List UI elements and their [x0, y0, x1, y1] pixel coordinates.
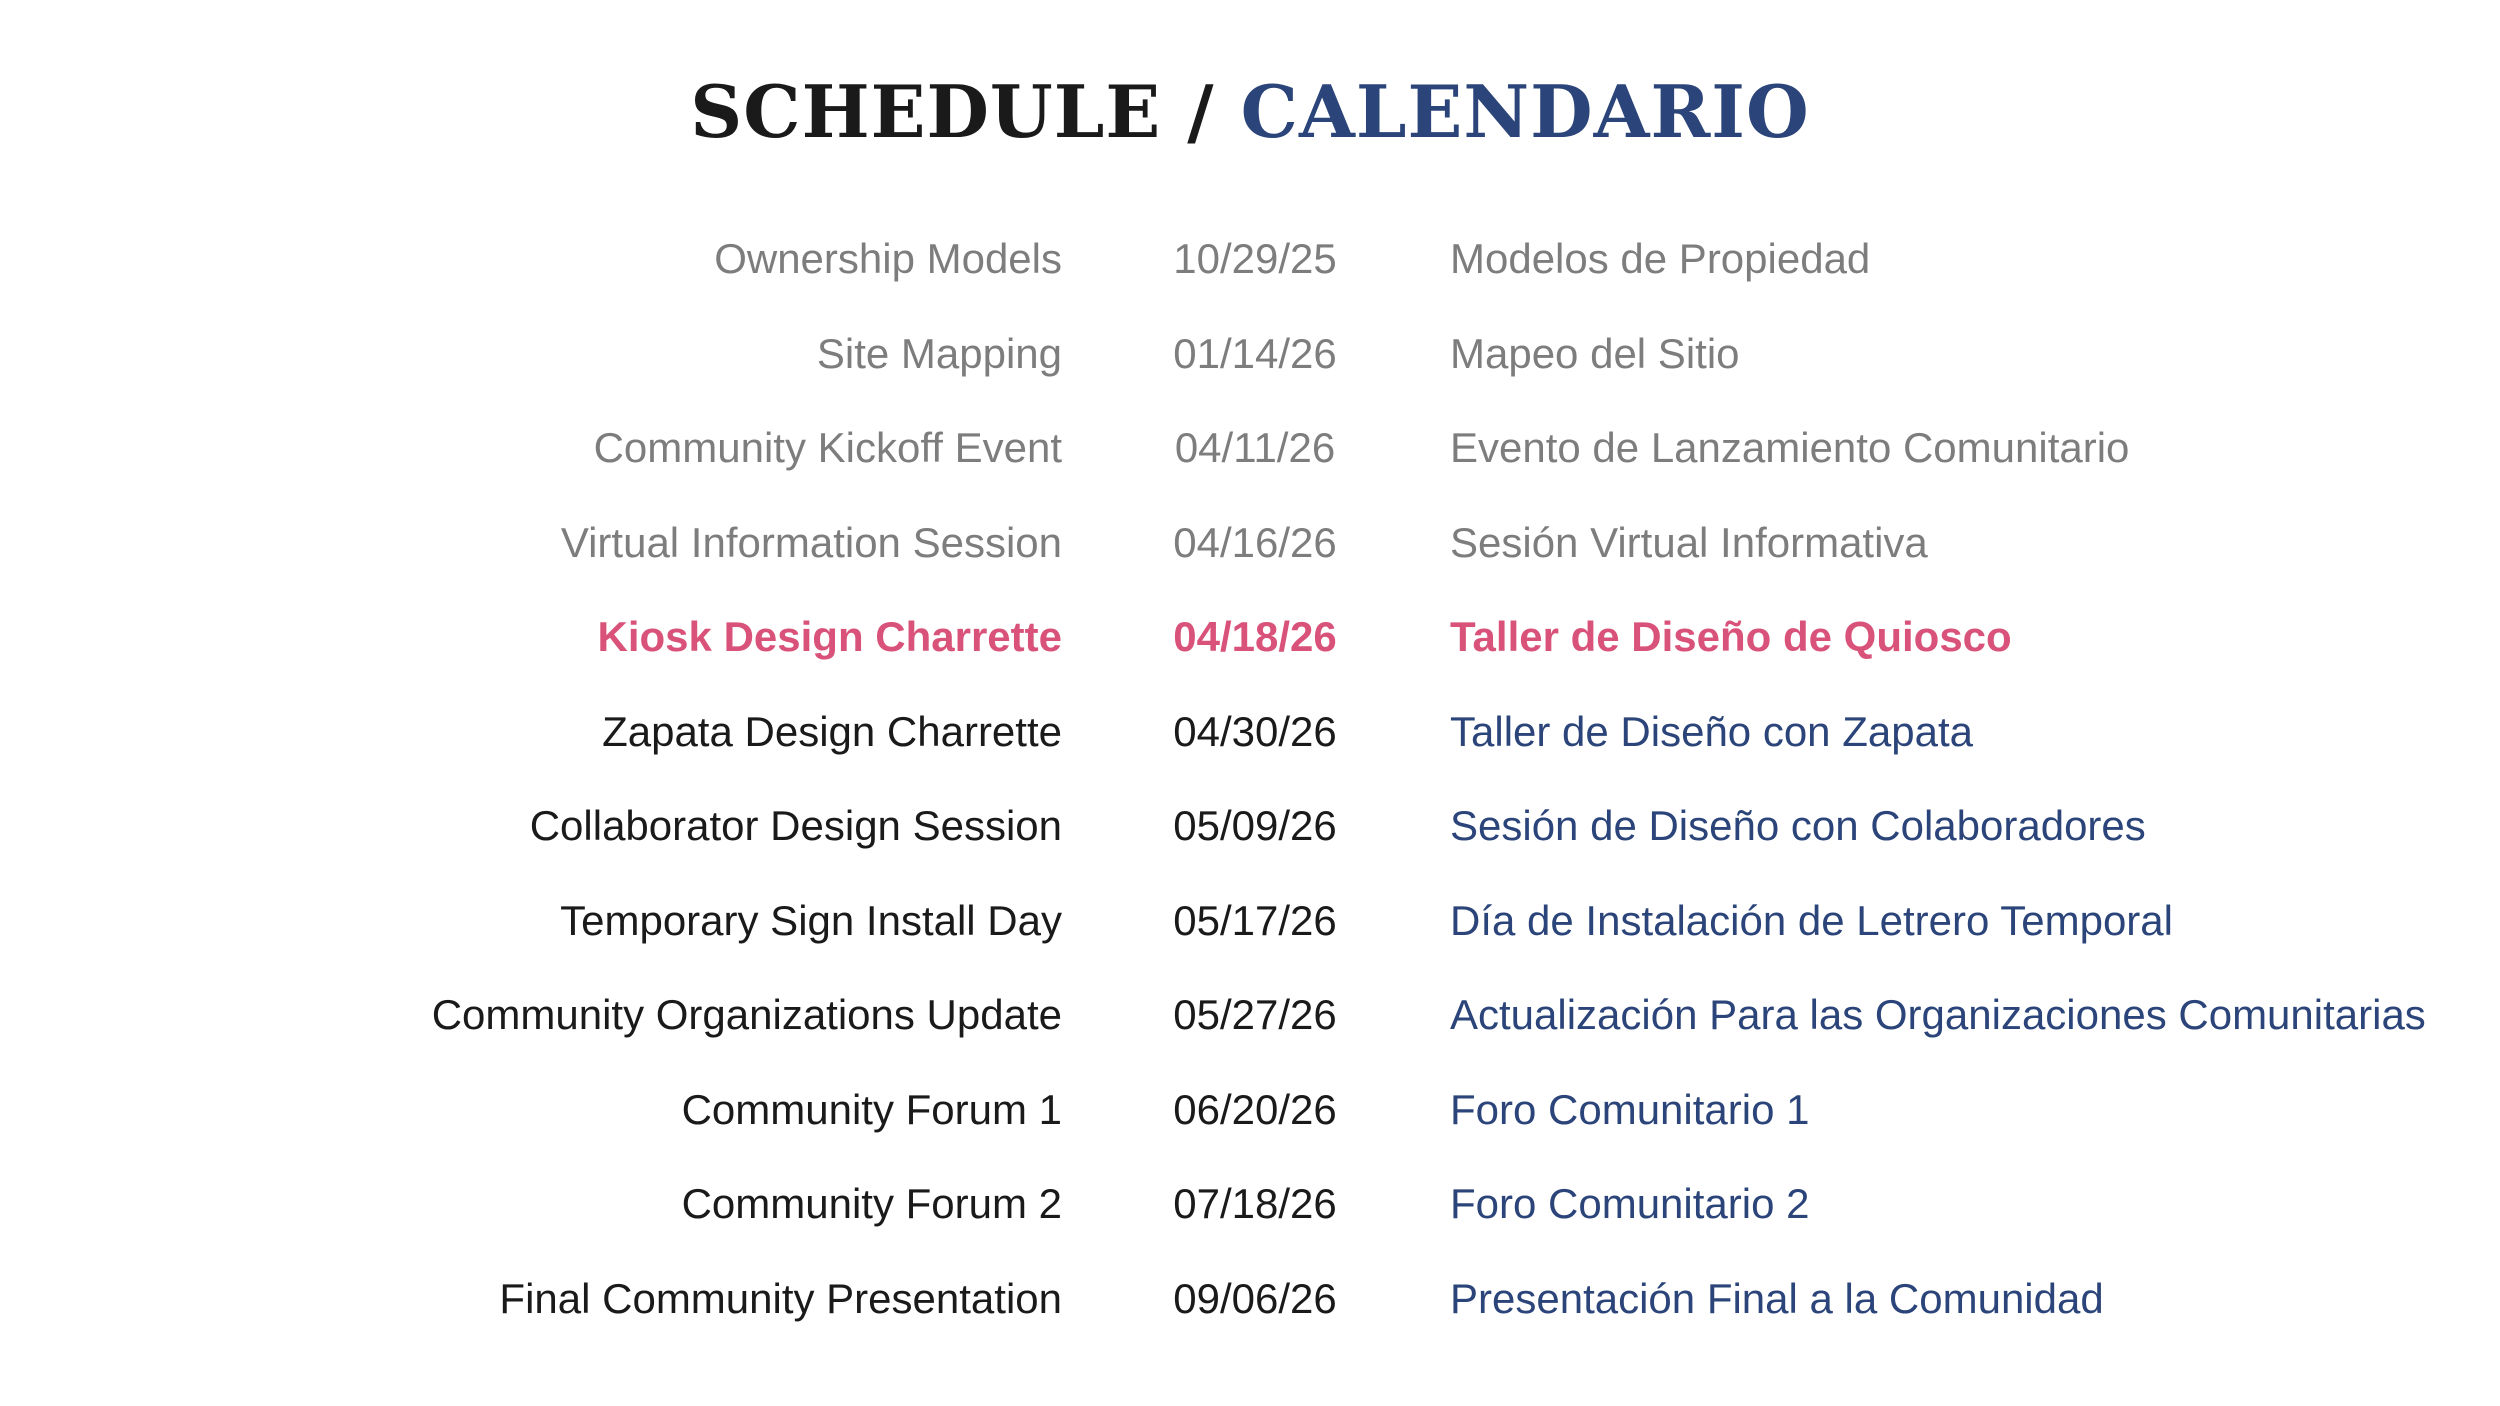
schedule-row [0, 968, 2500, 1063]
schedule-row [0, 401, 2500, 496]
event-name-english: Ownership Models [714, 235, 1062, 282]
schedule-row [0, 1252, 2500, 1347]
page-title [0, 62, 2500, 162]
schedule-row [0, 307, 2500, 402]
title-spanish: CALENDARIO [1240, 69, 1810, 154]
event-date: 01/14/26 [1173, 329, 1337, 377]
event-name-english: Temporary Sign Install Day [560, 896, 1062, 944]
event-date: 05/09/26 [1173, 802, 1337, 849]
event-name-spanish: Taller de Diseño con Zapata [1450, 707, 1973, 755]
event-name-english: Virtual Information Session [560, 518, 1062, 566]
event-name-spanish: Sesión de Diseño con Colaboradores [1450, 802, 2146, 849]
event-name-spanish: Actualización Para las Organizaciones Comunitarias [1450, 991, 2426, 1038]
schedule-list [0, 212, 2500, 1346]
event-name-english: Final Community Presentation [499, 1274, 1062, 1322]
title-english: SCHEDULE [690, 69, 1162, 154]
event-name-english: Zapata Design Charrette [602, 707, 1062, 755]
event-name-spanish: Presentación Final a la Comunidad [1450, 1274, 2104, 1322]
event-date: 07/18/26 [1173, 1180, 1337, 1227]
schedule-row [0, 685, 2500, 780]
event-name-english: Community Forum 1 [681, 1085, 1062, 1133]
schedule-row [0, 496, 2500, 591]
event-date: 05/27/26 [1173, 991, 1337, 1038]
event-name-english: Community Forum 2 [681, 1180, 1062, 1227]
event-name-spanish: Sesión Virtual Informativa [1450, 518, 1928, 566]
schedule-row [0, 1063, 2500, 1158]
event-date: 04/11/26 [1174, 424, 1336, 471]
event-name-english: Community Organizations Update [431, 991, 1062, 1038]
schedule-row [0, 1157, 2500, 1252]
schedule-row [0, 212, 2500, 307]
event-date: 04/16/26 [1173, 518, 1337, 566]
event-name-spanish: Foro Comunitario 2 [1450, 1180, 1810, 1227]
event-name-english: Kiosk Design Charrette [597, 613, 1062, 660]
event-date: 09/06/26 [1173, 1274, 1337, 1322]
event-name-english: Collaborator Design Session [529, 802, 1062, 849]
event-date: 06/20/26 [1173, 1085, 1337, 1133]
event-date: 05/17/26 [1173, 896, 1337, 944]
event-date: 10/29/25 [1173, 235, 1337, 282]
schedule-row [0, 874, 2500, 969]
event-name-english: Community Kickoff Event [593, 424, 1062, 471]
event-name-spanish: Mapeo del Sitio [1450, 329, 1740, 377]
schedule-row-current [0, 590, 2500, 685]
schedule-row [0, 779, 2500, 874]
event-name-spanish: Día de Instalación de Letrero Temporal [1450, 896, 2173, 944]
event-name-spanish: Foro Comunitario 1 [1450, 1085, 1810, 1133]
event-name-spanish: Taller de Diseño de Quiosco [1450, 613, 2012, 660]
event-name-spanish: Modelos de Propiedad [1450, 235, 1871, 282]
event-date: 04/30/26 [1173, 707, 1337, 755]
event-name-spanish: Evento de Lanzamiento Comunitario [1450, 424, 2130, 471]
title-separator: / [1187, 69, 1215, 154]
event-date: 04/18/26 [1173, 613, 1337, 660]
event-name-english: Site Mapping [816, 329, 1062, 377]
